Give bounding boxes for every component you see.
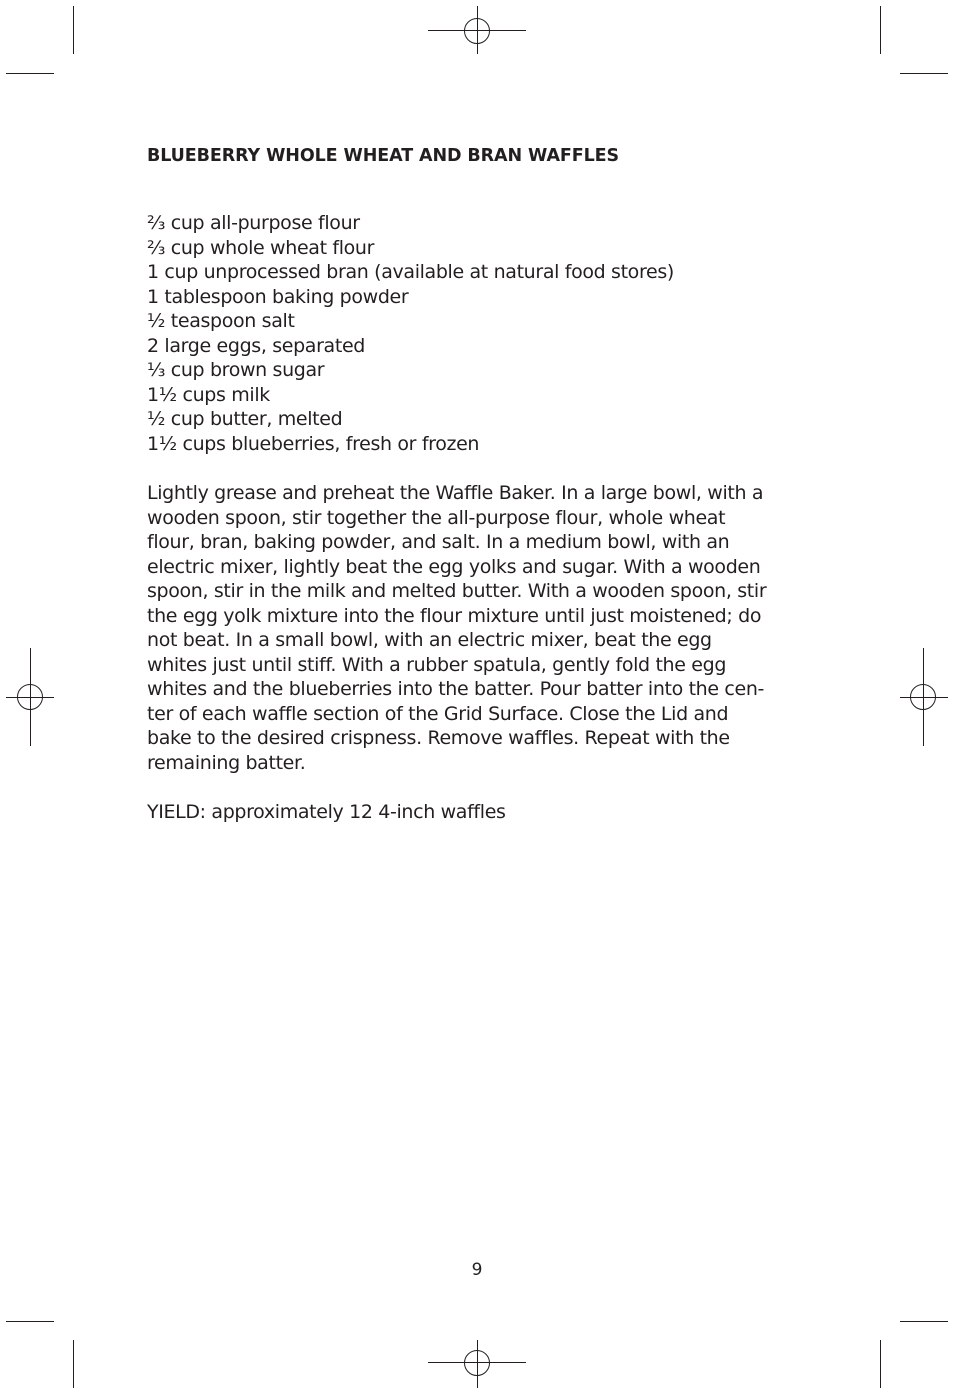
- recipe-title: BLUEBERRY WHOLE WHEAT AND BRAN WAFFLES: [147, 146, 620, 166]
- ingredient-item: ½ teaspoon salt: [147, 310, 295, 332]
- directions-line: wooden spoon, stir together the all-purpose flour, whole wheat: [147, 506, 726, 529]
- directions-line: bake to the desired crispness. Remove waffles. Repeat with the: [147, 727, 730, 749]
- ingredient-item: ⅓ cup brown sugar: [147, 359, 325, 381]
- ingredient-item: ⅔ cup all-purpose flour: [147, 212, 360, 234]
- recipe-directions: [147, 481, 817, 775]
- page-number: 9: [471, 1260, 483, 1280]
- directions-line: the egg yolk mixture into the flour mixture until just moistened; do: [147, 604, 762, 627]
- ingredient-item: 1 cup unprocessed bran (available at natural food stores): [147, 261, 674, 283]
- crop-mark-top-left-horizontal: [6, 73, 54, 74]
- crop-mark-bottom-left-horizontal: [6, 1321, 54, 1322]
- directions-line: ter of each waffle section of the Grid Surface. Close the Lid and: [147, 702, 729, 725]
- directions-line: whites and the blueberries into the batter. Pour batter into the cen-: [147, 678, 765, 700]
- directions-line: flour, bran, baking powder, and salt. In a medium bowl, with an: [147, 531, 730, 553]
- directions-line: electric mixer, lightly beat the egg yolks and sugar. With a wooden: [147, 555, 761, 578]
- directions-line: Lightly grease and preheat the Waffle Baker. In a large bowl, with a: [147, 482, 764, 504]
- recipe: [147, 144, 817, 824]
- directions-line: spoon, stir in the milk and melted butter. With a wooden spoon, stir: [147, 580, 767, 602]
- ingredient-list: [147, 211, 817, 456]
- ingredient-item: 2 large eggs, separated: [147, 334, 366, 357]
- crop-mark-top-left-vertical: [73, 6, 74, 54]
- crop-mark-bottom-right-vertical: [880, 1340, 881, 1388]
- crop-mark-top-right-vertical: [880, 6, 881, 54]
- ingredient-item: 1½ cups blueberries, fresh or frozen: [147, 432, 480, 455]
- crop-mark-top-right-horizontal: [900, 73, 948, 74]
- crop-mark-bottom-right-horizontal: [900, 1321, 948, 1322]
- directions-line: whites just until stiff. With a rubber spatula, gently fold the egg: [147, 653, 727, 676]
- directions-line: not beat. In a small bowl, with an electric mixer, beat the egg: [147, 629, 712, 651]
- ingredient-item: 1 tablespoon baking powder: [147, 285, 409, 308]
- ingredient-item: ½ cup butter, melted: [147, 408, 343, 430]
- recipe-yield: YIELD: approximately 12 4-inch waffles: [147, 800, 506, 823]
- directions-line: remaining batter.: [147, 751, 306, 774]
- crop-mark-bottom-left-vertical: [73, 1340, 74, 1388]
- ingredient-item: 1½ cups milk: [147, 383, 270, 406]
- ingredient-item: ⅔ cup whole wheat flour: [147, 236, 375, 259]
